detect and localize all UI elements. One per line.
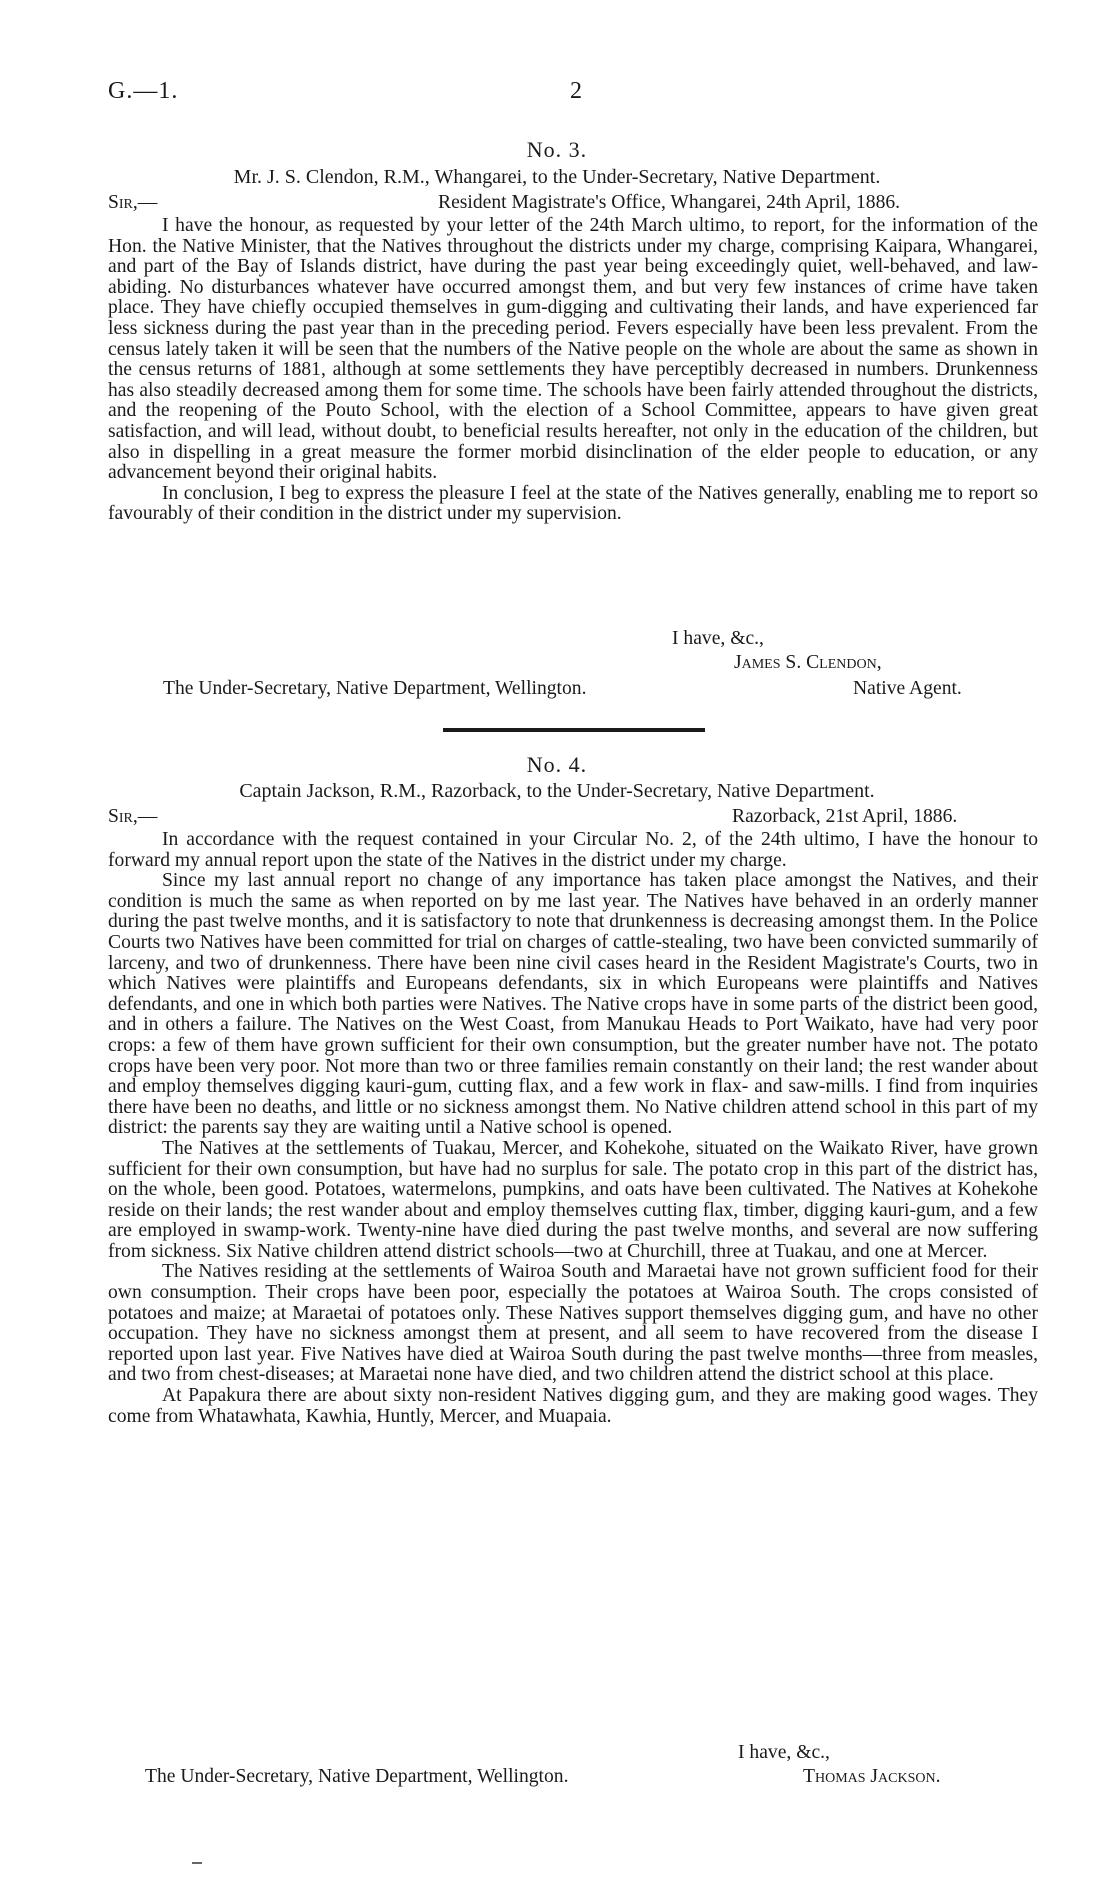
letter3-signatory-title: Native Agent.	[853, 678, 962, 699]
letter4-body	[108, 830, 1038, 1427]
page-number: 2	[570, 78, 582, 104]
letter3-signature: James S. Clendon,	[734, 652, 882, 673]
letter4-paragraph-3: The Natives at the settlements of Tuakau, Mercer, and Kohekohe, situated on the Waikato River, have grown sufficient for their own consumption, but have had no surplus for sale. The potato crop in this part of the district has, on the whole, been good. Potatoes, watermelons, pumpkins, and oats have been cultivated. The Natives at Kohekohe reside on their lands; the rest wander about and employ themselves cutting flax, timber, digging kauri-gum, and a few are employed in swamp-work. Twenty-nine have died during the past twelve months, and several are now suffering from sickness. Six Native children attend district schools—two at Churchill, three at Tuakau, and one at Mercer.	[108, 1137, 1038, 1262]
letter4-paragraph-5: At Papakura there are about sixty non-resident Natives digging gum, and they are making good wages. They come from Whatawhata, Kawhia, Huntly, Mercer, and Muapaia.	[108, 1385, 1038, 1427]
letter3-paragraph-2: In conclusion, I beg to express the pleasure I feel at the state of the Natives generally, enabling me to report so favourably of their condition in the district under my supervision.	[108, 482, 1038, 525]
letter4-paragraph-1: In accordance with the request contained in your Circular No. 2, of the 24th ultimo, I have the honour to forward my annual report upon the state of the Natives in the district under my charge.	[108, 829, 1038, 871]
letter3-body	[108, 216, 1038, 525]
letter3-salutation: Sir,—	[108, 192, 158, 213]
letter3-closing: I have, &c.,	[672, 628, 764, 649]
letter4-address: Razorback, 21st April, 1886.	[732, 806, 958, 827]
letter4-salutation: Sir,—	[108, 806, 158, 827]
letter3-from: Mr. J. S. Clendon, R.M., Whangarei, to the Under-Secretary, Native Department.	[233, 166, 881, 188]
series-number: G.—1.	[108, 78, 179, 104]
letter4-number: No. 4.	[526, 752, 588, 777]
letter4-from: Captain Jackson, R.M., Razorback, to the Under-Secretary, Native Department.	[239, 780, 875, 802]
letter3-address: Resident Magistrate's Office, Whangarei, 24th April, 1886.	[438, 192, 901, 213]
letter4-closing: I have, &c.,	[738, 1742, 830, 1763]
section-divider	[443, 728, 705, 732]
letter4-recipient: The Under-Secretary, Native Department, Wellington.	[145, 1766, 569, 1787]
letter4-paragraph-4: The Natives residing at the settlements of Wairoa South and Maraetai have not grown sufficient food for their own consumption. Their crops have been poor, especially the potatoes at Wairoa South. The crops consisted of potatoes and maize; at Maraetai of potatoes only. These Natives support themselves digging gum, and have no other occupation. They have no sickness amongst them at present, and all seem to have recovered from the disease I reported upon last year. Five Natives have died at Wairoa South during the past twelve months—three from measles, and two from chest-diseases; at Maraetai none have died, and two children attend the district school at this place.	[108, 1261, 1038, 1386]
letter3-recipient: The Under-Secretary, Native Department, Wellington.	[163, 678, 587, 699]
letter4-paragraph-2: Since my last annual report no change of any importance has taken place amongst the Natives, and their condition is much the same as when reported on by me last year. The Natives have behaved in an orderly manner during the past twelve months, and it is satisfactory to note that drunkenness is decreasing amongst them. In the Police Courts two Natives have been committed for trial on charges of cattle-stealing, two have been convicted summarily of larceny, and two of drunkenness. There have been nine civil cases heard in the Resident Magistrate's Courts, two in which Natives were plaintiffs and Europeans defendants, six in which Europeans were plaintiffs and Natives defendants, and one in which both parties were Natives. The Native crops have in some parts of the district been good, and in others a failure. The Natives on the West Coast, from Manukau Heads to Port Waikato, have had very poor crops: a few of them have grown sufficient for their own consumption, but the greater number have not. The potato crops have been very poor. Not more than two or three families remain constantly on their land; the rest wander about and employ themselves digging kauri-gum, cutting flax, and a few work in flax- and saw-mills. I find from inquiries there have been no deaths, and little or no sickness amongst them. No Native children attend school in this part of my district: the parents say they are waiting until a Native school is opened.	[108, 870, 1038, 1139]
letter3-number: No. 3.	[526, 137, 588, 162]
letter4-signature: Thomas Jackson.	[803, 1766, 941, 1787]
letter3-paragraph-1: I have the honour, as requested by your letter of the 24th March ultimo, to report, for the information of the Hon. the Native Minister, that the Natives throughout the districts under my charge, comprising Kaipara, Whangarei, and part of the Bay of Islands district, have during the past year being exceedingly quiet, well-behaved, and law-abiding. No disturbances whatever have occurred amongst them, and but very few instances of crime have taken place. They have chiefly occupied themselves in gum-digging and cultivating their lands, and have experienced far less sickness during the past year than in the preceding period. Fevers especially have been less prevalent. From the census lately taken it will be seen that the numbers of the Native people on the whole are about the same as shown in the census returns of 1881, although at some settlements they have perceptibly decreased in numbers. Drunkenness has also steadily decreased among them for some time. The schools have been fairly attended throughout the districts, and the reopening of the Pouto School, with the election of a School Committee, appears to have given great satisfaction, and will lead, without doubt, to beneficial results hereafter, not only in the education of the children, but also in dispelling in a great measure the former morbid disinclination of the elder people to education, or any advancement beyond their original habits.	[108, 215, 1038, 484]
print-speck	[192, 1862, 202, 1864]
